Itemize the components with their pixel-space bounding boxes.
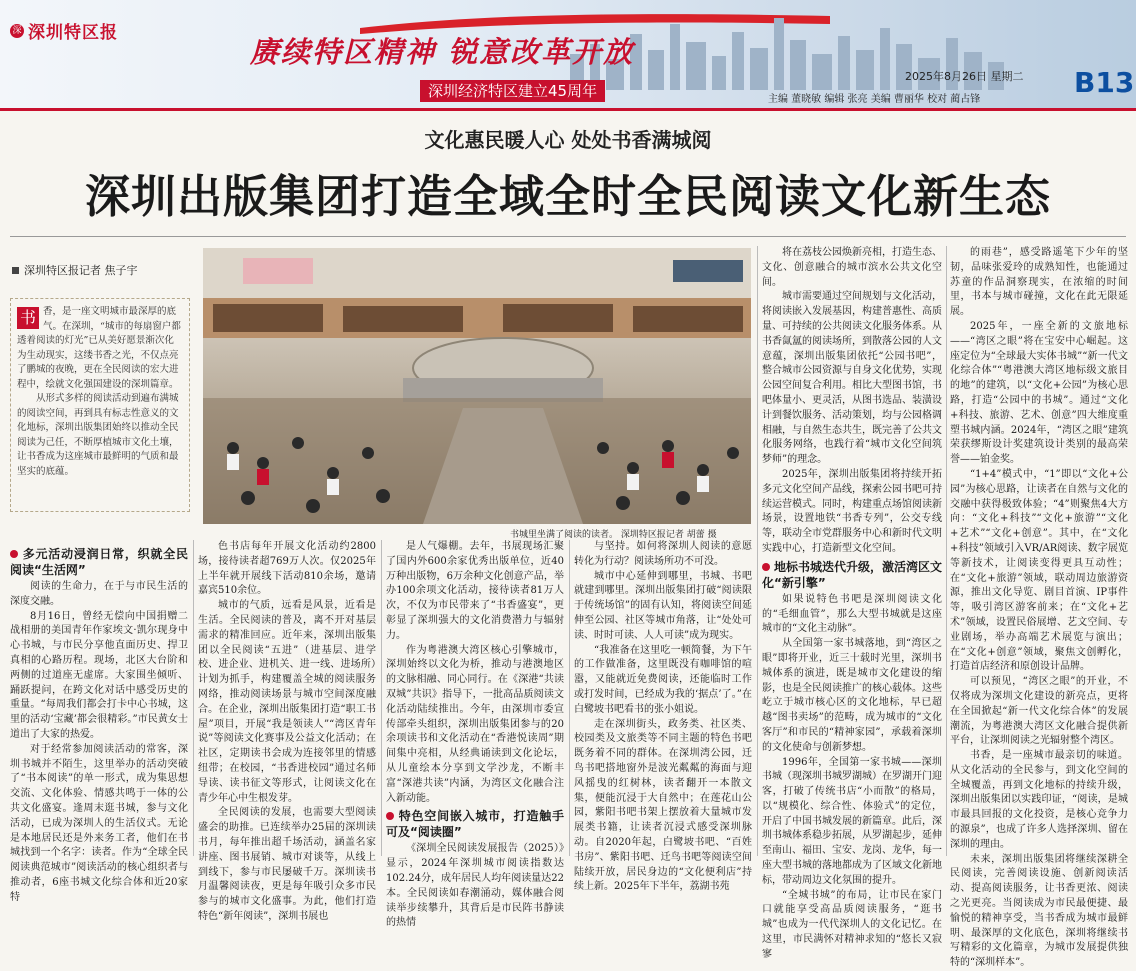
paragraph: 阅读的生命力，在于与市民生活的深度交融。 xyxy=(10,581,188,607)
column-rule xyxy=(569,540,570,856)
section-subhead: 特色空间嵌入城市，打造触手可及“阅读圈” xyxy=(386,809,564,840)
paragraph: 作为粤港澳大湾区核心引擎城市，深圳始终以文化为桥，推动与港澳地区的文脉相融、同心同行。在《深港“共读双城”共识》指导下，一批高品质阅读文化活动陆续推出。今年，由深圳市委宣传部牵头组织，深圳出版集团参与的20余项读书和文化活动在“香港悦读周”期间集中亮相，从经典诵读到文化论坛，从儿童绘本分享到文学沙龙，不断丰富“深港共读”内涵，为湾区文化融合注入新动能。 xyxy=(386,644,564,804)
drop-cap: 书 xyxy=(17,307,39,329)
editorial-credits: 主编 董晓敏 编辑 张亮 美编 曹丽华 校对 蔺占锋 xyxy=(768,94,981,105)
paragraph: 是人气爆棚。去年，书展现场汇聚了国内外600余家优秀出版单位，近40万种出版物，6万余种文化创意产品，举办100余项文化活动，接待读者81万人次，不仅为市民带来了“书香盛宴”，更彰显了深圳强大的文化消费潜力与辐射力。 xyxy=(386,541,564,641)
article-column-1 xyxy=(10,544,188,903)
paragraph: 将在荔枝公园焕新亮相，打造生态、文化、创意融合的城市滨水公共文化空间。 xyxy=(762,247,942,288)
page-number: B13 xyxy=(1074,66,1135,99)
newspaper-logo xyxy=(10,18,118,43)
article-column-3 xyxy=(386,540,564,929)
paragraph: 如果说特色书吧是深圳阅读文化的“毛细血管”，那么大型书城就是这座城市的“文化主动脉”。 xyxy=(762,593,942,635)
slogan: 赓续特区精神 锐意改革开放 xyxy=(250,35,635,69)
paragraph: 2025年，一座全新的文旅地标——“湾区之眼”将在宝安中心崛起。这座定位为“全球最大实体书城”“新一代文化综合体”“粤港澳大湾区地标级文旅目的地”的建筑，以“文化+公园”为核心思路，打造“公园中的书城”。通过“文化+科技、旅游、艺术、创意”四大维度重塑书城内涵。2024年，“湾区之眼”建筑荣获缪斯设计奖建筑设计类别的最高荣誉——铂金奖。 xyxy=(950,320,1128,466)
paragraph: 2025年，深圳出版集团将持续开拓多元文化空间产品线，探索公园书吧可持续运营模式。同时，构建重点场馆阅读新场景，设置地铁“书香专列”，公交专线等，联动全市党群服务中心和新时代文明实践中心，打造新型文化空间。 xyxy=(762,468,942,554)
anniversary-badge: 深圳经济特区建立45周年 xyxy=(420,80,605,102)
paragraph: 走在深圳街头，政务类、社区类、校园类及文旅类等不同主题的特色书吧既务着不同的群体。在深圳湾公园，迁鸟书吧搭地窗外是波光粼粼的海面与迎风摇曳的红树林，读者翻开一本散文集，便能沉浸于大自然中；在莲花山公园，紫阳书吧书架上摆放着大量城市发展类书籍，让读者沉浸式感受深圳脉动。自2020年起，白鹭坡书吧、“百姓书房”、紫阳书吧、迁鸟书吧等阅读空间陆续开放，居民身边的“文化便利店”持续上新。2025年下半年，荔湖书苑 xyxy=(574,718,752,893)
article-column-4 xyxy=(574,540,752,893)
paragraph: 书香，是一座城市最亲切的味道。从文化活动的全民参与，到文化空间的全城覆盖，再到文化地标的持续升级，深圳出版集团以实践印证，“阅读，是城市最具回报的文化投资，是核心竞争力的源泉”，也成了许多人选择深圳、留在深圳的理由。 xyxy=(950,750,1128,850)
paragraph: 《深圳全民阅读发展报告（2025）》显示，2024年深圳城市阅读指数达102.24分，成年居民人均年阅读量达22本。全民阅读如春潮涌动，媒体融合阅读举步续攀升，其背后是市民阵书静读的热情 xyxy=(386,843,564,929)
issue-date: 2025年8月26日 星期二 xyxy=(905,70,1024,83)
paragraph: 8月16日，曾经无偿向中国捐赠二战相册的美国青年作家埃文·凯尔现身中心书城，与市民分享他直面历史、捍卫真相的心路历程。现场，北区大台阶和两侧的过道座无虚席。大家围坐倾听、踊跃提问，在跨文化对话中感受历史的重量。“每周我们都会打卡中心书城，这里的活动‘宝藏’都会很精彩。”市民黄女士道出了大家的热爱。 xyxy=(10,610,188,740)
article-column-6 xyxy=(950,246,1128,969)
paragraph: “1+4”模式中，“1”即以“文化+公园”为核心思路，让读者在自然与文化的交融中获得极致体验；“4”则聚焦4大方向：“文化+科技”“文化+旅游”“文化+艺术”“文化+创意”。其中，在“文化+科技”领域引入VR/AR阅读、数字展览等新技术，让阅读变得更具互动性；在“文化+旅游”领域，联动周边旅游资源，推出文化导览、剧目首演、IP事件等，吸引湾区游客前来；在“文化+艺术”领域，设置民俗展增、艺文空间、专业剧场，举办高端艺术展览与演出；在“文化+创意”领域，聚焦文创孵化，打造首店经济和原创设计品牌。 xyxy=(950,468,1128,673)
masthead-rule xyxy=(0,108,1136,111)
paragraph: 可以预见，“湾区之眼”的开业，不仅将成为深圳文化建设的新亮点，更将在全国掀起“新一代文化综合体”的发展潮流，为粤港澳大湾区文化融合提供新平台，让深圳阅读之光辐射整个湾区。 xyxy=(950,676,1128,747)
byline: 深圳特区报记者 焦子宇 xyxy=(12,262,138,278)
logo-icon: 深 xyxy=(10,24,24,38)
paragraph: “我准备在这里吃一顿简餐，为下午的工作做准备，这里既没有咖啡馆的喧嚣，又能就近免费阅读，还能临时工作或打发时间，已经成为我的‘据点’了。”在白鹭坡书吧看书的张小姐说。 xyxy=(574,644,752,715)
paragraph: 对于经常参加阅读活动的常客，深圳书城并不陌生，这里举办的活动突破了“书本阅读”的单一形式，成为集思想交流、文化体验、情感共鸣于一体的公共文化盛宴。逢周末逛书城，参与文化活动，已成为深圳人的生活仪式。无论是本地居民还是外来务工者，他们在书城找到一个名字：读者。作为“全球全民阅读典范城市”阅读活动的核心组织者与推动者，6座书城文化综合体和近20家特 xyxy=(10,743,188,903)
article-headline: 深圳出版集团打造全域全时全民阅读文化新生态 xyxy=(84,170,1051,223)
headline-divider xyxy=(10,236,1126,237)
paragraph: 全民阅读的发展，也需要大型阅读盛会的助推。已连续举办25届的深圳读书月，每年推出超千场活动，涵盖名家讲座、图书展销、城市对谈等，从线上到线下，参与市民屡破千万。深圳读书月温馨阅读夜，更是每年吸引众多市民参与的城市文化盛事。为此，他们打造特色“新年阅读”，深圳书展也 xyxy=(198,807,376,922)
bookstore-photo-illustration xyxy=(203,248,751,524)
paragraph: 城市中心延伸到哪里，书城、书吧就建到哪里。深圳出版集团打破“阅读限于传统场馆”的固有认知，将阅读空间延伸至公园、社区等城市角落，让“处处可读、时时可读、人人可读”成为现实。 xyxy=(574,570,752,641)
photo-caption: 书城里坐满了阅读的读者。 深圳特区报记者 胡蕾 摄 xyxy=(510,530,717,540)
column-rule xyxy=(757,246,758,856)
paragraph: 与坚持。如何将深圳人阅读的意愿转化为行动？阅读场所功不可没。 xyxy=(574,541,752,567)
masthead-banner xyxy=(0,0,1136,108)
paragraph: 城市需要通过空间规划与文化活动，将阅读嵌入发展基因，构建普惠性、高质量、可持续的公共阅读文化服务体系。从书香氤氲的阅读场所，到散落公园的人文意蕴，深圳出版集团依托“公园书吧”，整合城市公园资源与自身文化优势，实现公园空间复合利用。相比大型图书馆，书吧体量小、更灵活，从图书选品、装潢设计到餐饮服务、活动策划，均与公园格调相融，与自然生态共生，既完善了公共文化服务网络，也践行着“城市文化空间筑梦师”的理念。 xyxy=(762,291,942,466)
paragraph: 的雨巷”，感受路遥笔下少年的坚韧，品味张爱玲的成熟知性，也能通过苏童的作品洞察现实，在浓缩的时间里，书本与城市碰撞，文化在此无限延展。 xyxy=(950,247,1128,318)
column-rule xyxy=(381,540,382,856)
column-rule xyxy=(193,540,194,856)
section-subhead: 地标书城迭代升级，激活湾区文化“新引擎” xyxy=(762,559,943,590)
intro-box xyxy=(10,298,190,512)
paragraph: 1996年，全国第一家书城——深圳书城（现深圳书城罗湖城）在罗湖开门迎客，打破了传统书店“小而散”的格局，以“规模化、综合性、体验式”的定位，开启了中国书城发展的新篇章。此后，深圳书城体系稳步拓展，从罗湖起步，延伸至南山、福田、宝安、龙岗、龙华，每一座大型书城的落地都成为了区域文化新地标，带动周边文化氛围的提升。 xyxy=(762,756,942,886)
article-column-2 xyxy=(198,540,376,922)
section-subhead: 多元活动浸润日常，织就全民阅读“生活网” xyxy=(10,547,188,577)
paragraph: 城市的气质，远看是风景，近看是生活。全民阅读的普及，离不开对基层需求的精准回应。近年来，深圳出版集团以全民阅读“五进”（进基层、进学校、进企业、进机关、进一线、进场所）计划为抓手，构建覆盖全城的阅读服务网络，推动阅读场景与城市空间深度融合。在企业，深圳出版集团打造“职工书屋”项目，开展“我是领读人”“湾区青年说”等阅读文化赛事及公益文化活动；在社区，定期读书会成为连接邻里的情感纽带；在校园，“书香进校园”通过名师导读、读书征文等形式，让阅读文化在青少年心中生根发芽。 xyxy=(198,600,376,804)
intro-paragraph: 香，是一座文明城市最深厚的底气。在深圳，“城市的每扇窗户都透着阅读的灯光”已从美好愿景渐次化为生动现实，这缕书香之光，不仅点亮了鹏城的夜晚，更在全民阅读的宏大进程中，绘就文化强国建设的深圳篇章。 xyxy=(17,306,181,390)
article-column-5 xyxy=(762,246,943,960)
article-kicker: 文化惠民暖人心 处处书香满城阅 xyxy=(424,128,712,152)
paragraph: 色书店每年开展文化活动约2800场，接待读者超769万人次。仅2025年上半年就开展线下活动810余场，邀请嘉宾510余位。 xyxy=(198,541,376,597)
paragraph: 未来，深圳出版集团将继续深耕全民阅读，完善阅读设施、创新阅读活动、提高阅读服务，让书香更浓、阅读之光更亮。当阅读成为市民最便捷、最愉悦的精神享受，当书香成为城市最鲜明、最深厚的文化底色，深圳将继续书写精彩的文化篇章，为城市发展提供独特的“深圳样本”。 xyxy=(950,853,1128,969)
logo-text: 深圳特区报 xyxy=(28,23,118,43)
intro-paragraph: 从形式多样的阅读活动到遍布满城的阅读空间，再到具有标志性意义的文化地标，深圳出版集团始终以推动全民阅读为己任，不断厚植城市文化土壤，让书香成为这座城市最鲜明的气质和最坚实的底蕴。 xyxy=(17,393,179,477)
paragraph: 从全国第一家书城落地，到“湾区之眼”即将开业，近三十载时光里，深圳书城体系的演进，既是城市文化建设的缩影，也是全民阅读推广的核心载体。这些屹立于城市核心区的文化地标，早已超越“图书卖场”的范畴，成为城市的“文化客厅”和市民的“精神家园”，承载着深圳的文化使命与创新梦想。 xyxy=(762,638,942,753)
column-rule xyxy=(946,246,947,856)
paragraph: “全城书城”的布局，让市民在家门口就能享受高品质阅读服务，“逛书城”也成为一代代深圳人的文化记忆。在这里，市民满怀对精神求知的“悠长又寂寥 xyxy=(762,889,942,960)
bookstore-photo xyxy=(203,248,751,524)
